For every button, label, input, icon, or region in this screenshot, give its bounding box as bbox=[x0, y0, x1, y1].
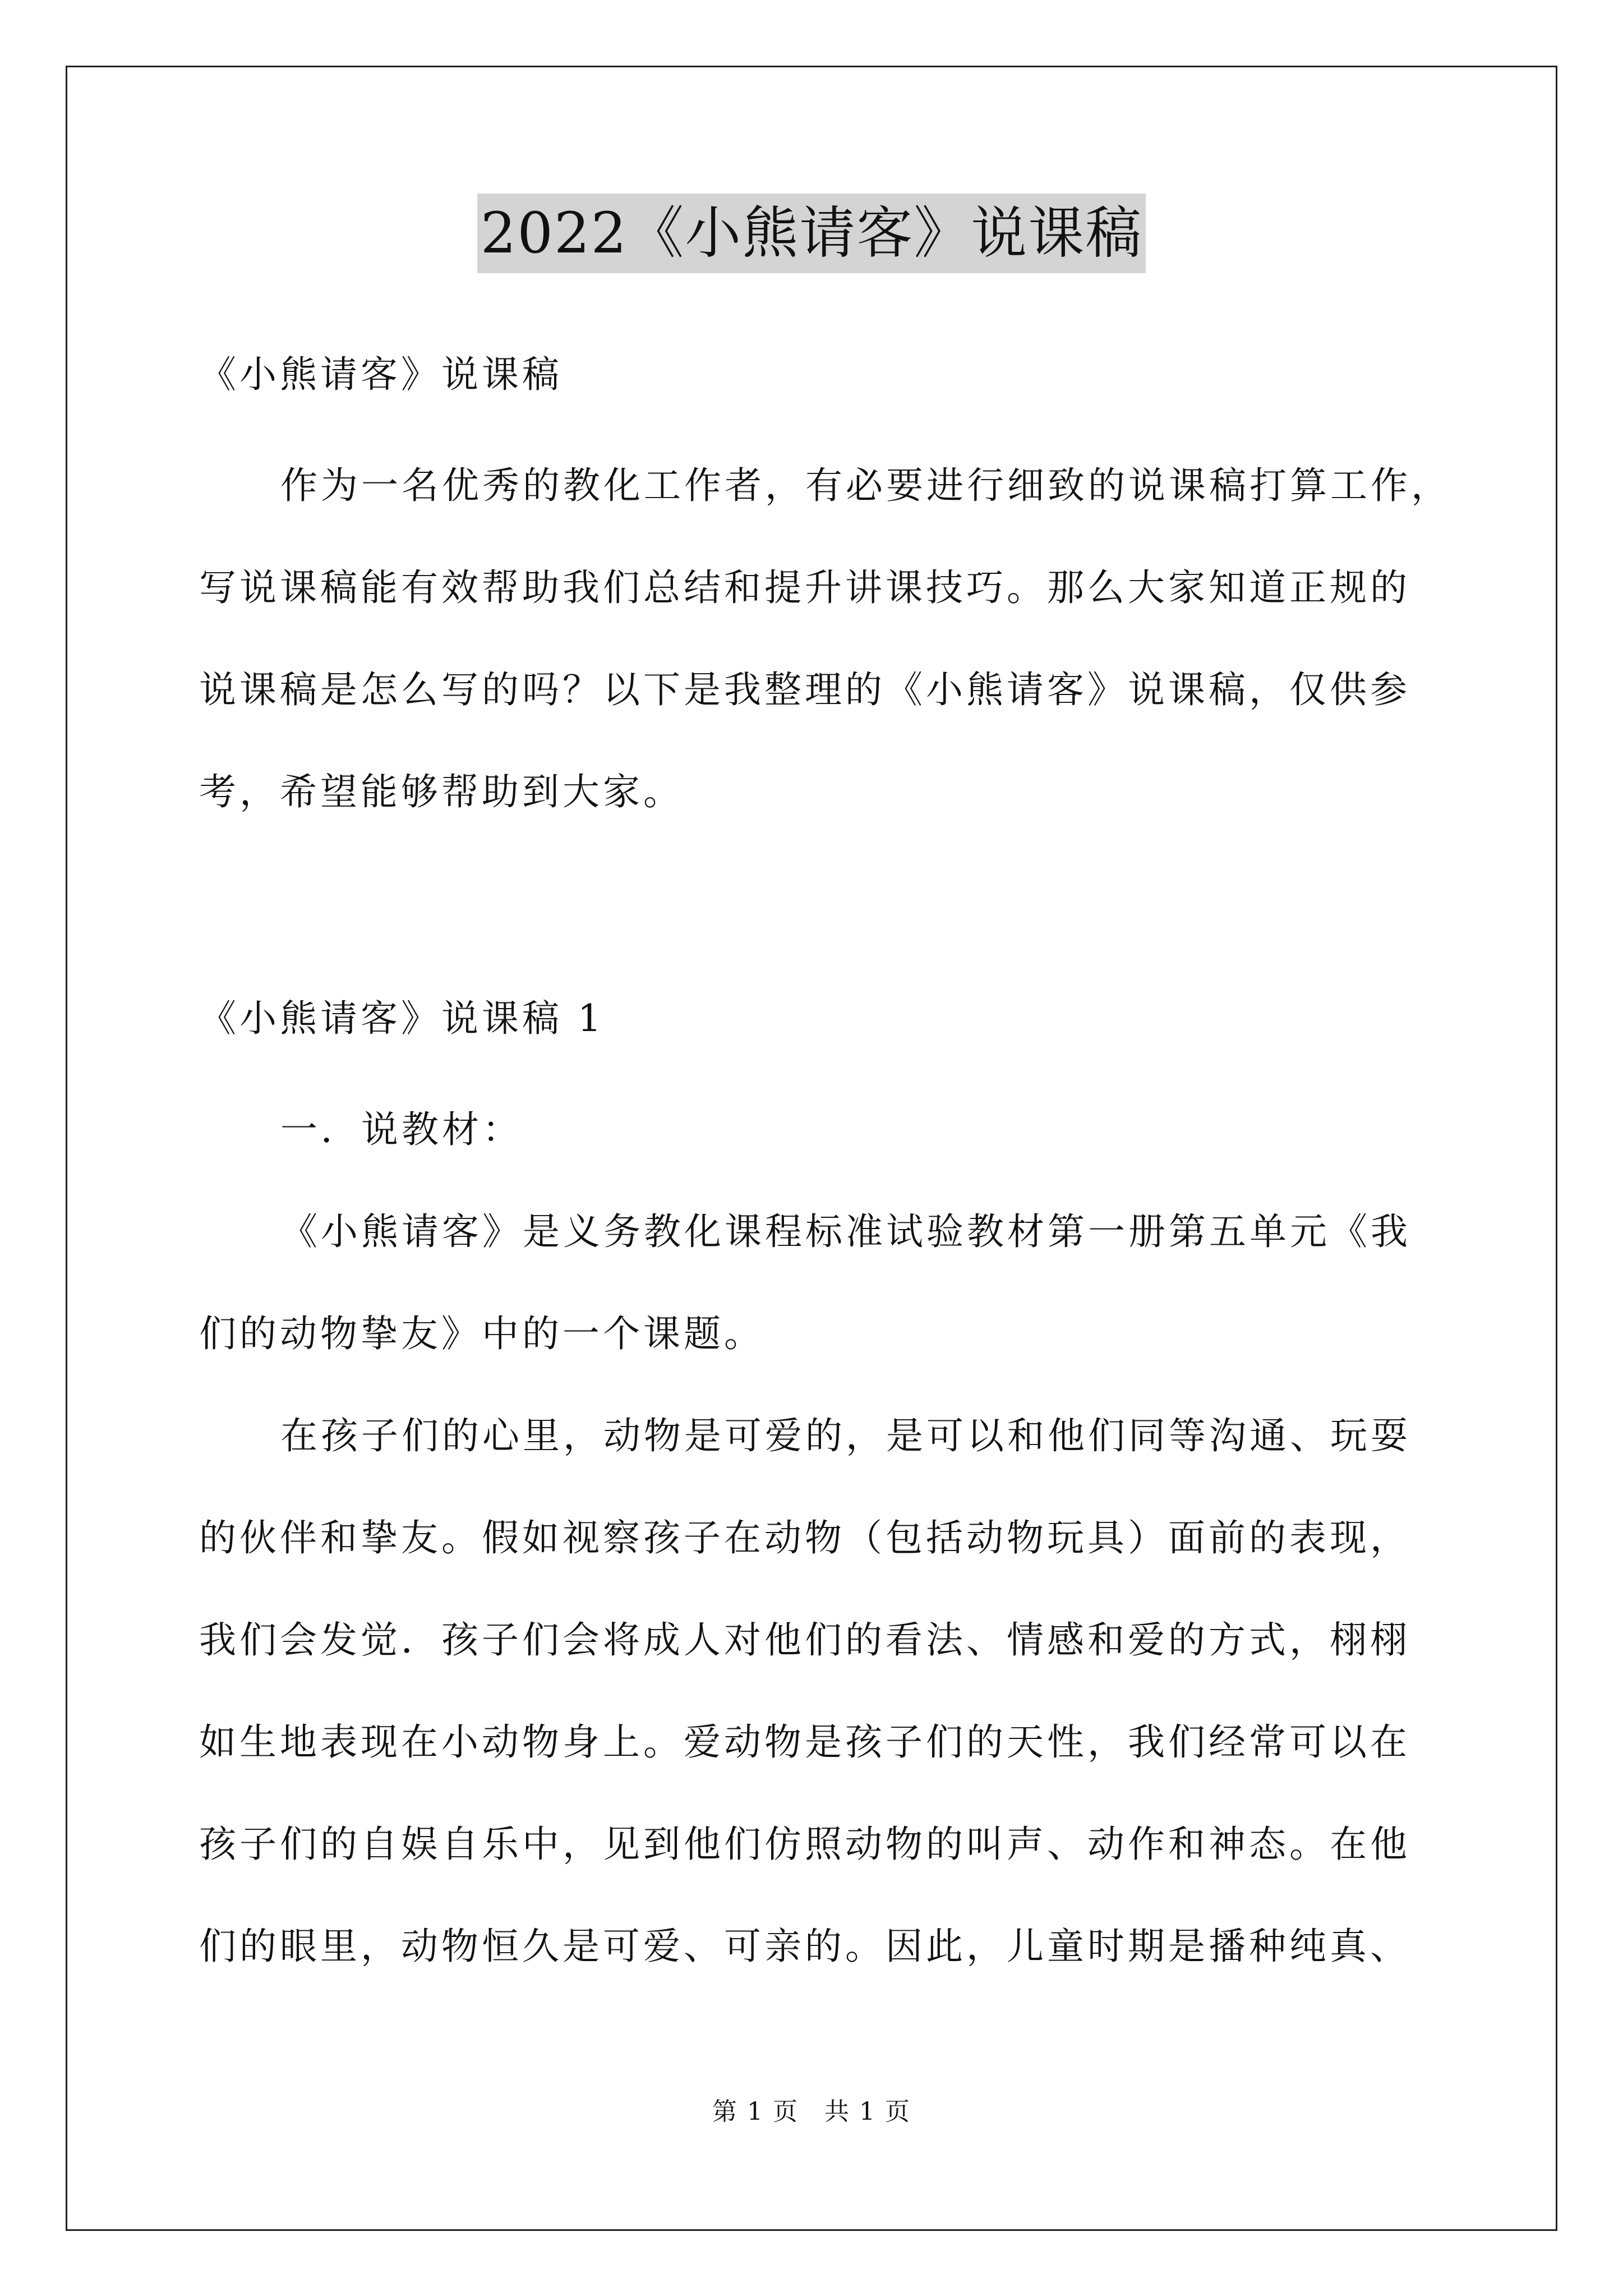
para2-line-2: 的伙伴和挚友。假如视察孩子在动物（包括动物玩具）面前的表现， bbox=[199, 1516, 1410, 1559]
para1-line-2: 们的动物挚友》中的一个课题。 bbox=[199, 1312, 764, 1355]
para2-line-4: 如生地表现在小动物身上。爱动物是孩子们的天性，我们经常可以在 bbox=[199, 1720, 1410, 1764]
para2-line-6: 们的眼里，动物恒久是可爱、可亲的。因此，儿童时期是播种纯真、 bbox=[199, 1925, 1410, 1968]
intro-line-4: 考，希望能够帮助到大家。 bbox=[199, 770, 684, 813]
section-heading: 一．说教材： bbox=[280, 1108, 523, 1151]
intro-line-1: 作为一名优秀的教化工作者，有必要进行细致的说课稿打算工作， bbox=[280, 464, 1451, 507]
title-container bbox=[0, 194, 1623, 273]
para2-line-1: 在孩子们的心里，动物是可爱的，是可以和他们同等沟通、玩耍 bbox=[280, 1414, 1411, 1457]
para1-line-1: 《小熊请客》是义务教化课程标准试验教材第一册第五单元《我 bbox=[280, 1210, 1411, 1253]
document-title: 2022《小熊请客》说课稿 bbox=[477, 194, 1146, 273]
para2-line-5: 孩子们的自娱自乐中，见到他们仿照动物的叫声、动作和神态。在他 bbox=[199, 1823, 1410, 1866]
para2-line-3: 我们会发觉．孩子们会将成人对他们的看法、情感和爱的方式，栩栩 bbox=[199, 1618, 1410, 1662]
page-footer: 第 1 页 共 1 页 bbox=[712, 2097, 911, 2126]
intro-line-3: 说课稿是怎么写的吗？以下是我整理的《小熊请客》说课稿，仅供参 bbox=[199, 668, 1410, 711]
intro-line-2: 写说课稿能有效帮助我们总结和提升讲课技巧。那么大家知道正规的 bbox=[199, 566, 1410, 609]
section-title: 《小熊请客》说课稿 1 bbox=[199, 997, 605, 1040]
document-subtitle: 《小熊请客》说课稿 bbox=[199, 353, 562, 396]
